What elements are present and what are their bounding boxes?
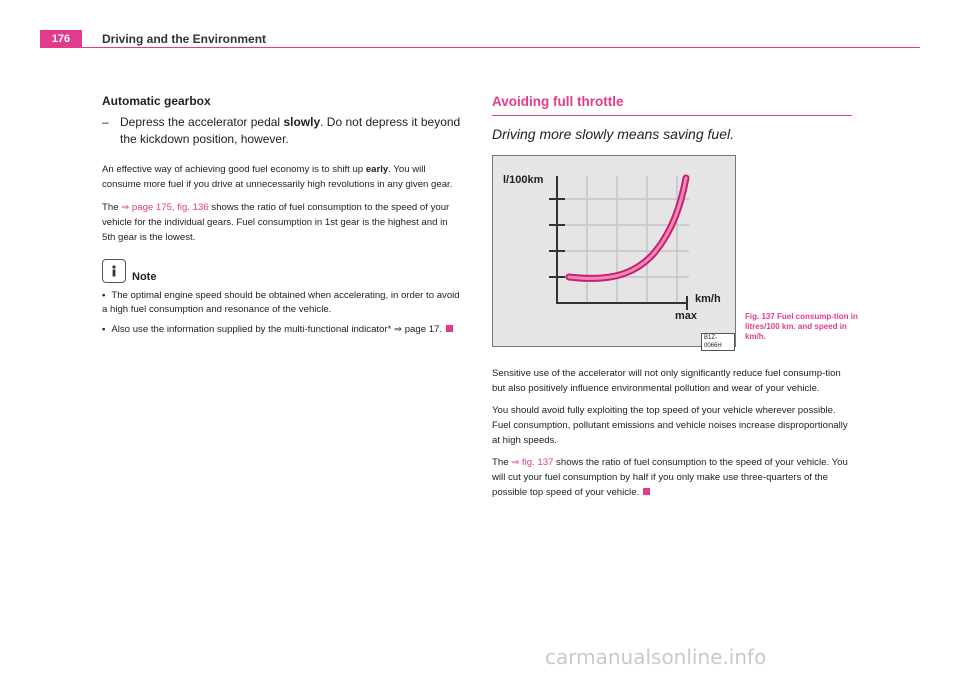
section-end-mark — [446, 325, 453, 332]
top-speed-paragraph: You should avoid fully exploiting the top speed of your vehicle wherever possible. Fuel consumption, pollutant emissions and vehicle noises increase disproportionally at high speeds. — [492, 405, 848, 446]
section-rule — [492, 115, 852, 116]
instruction-step — [102, 114, 462, 148]
note-bullet — [102, 323, 462, 337]
x-axis-label: km/h — [695, 293, 721, 305]
economy-emphasis: early — [365, 164, 389, 175]
figure-code: B1Z-0066H — [701, 333, 735, 351]
right-body-text — [492, 366, 856, 507]
economy-text-end: . You will consume more fuel if you drive at unnecessarily high revolutions in any given gear. — [102, 164, 453, 190]
max-speed-label: max — [675, 310, 698, 322]
right-column — [492, 94, 854, 142]
section-title: Avoiding full throttle — [492, 94, 624, 109]
figure-caption: Fig. 137 Fuel consump-tion in litres/100 km. and speed in km/h. — [745, 312, 858, 341]
ratio-text-start: The — [102, 202, 122, 213]
bullet-icon: • — [102, 324, 106, 335]
section-end-mark — [643, 488, 650, 495]
ratio-paragraph — [102, 200, 462, 245]
step-dash: – — [102, 115, 109, 129]
step-text-end: . Do not depress it beyond the kickdown position, however. — [120, 115, 461, 146]
page-175-link[interactable]: ⇒ page 175, fig. 136 — [121, 202, 209, 213]
info-icon — [102, 259, 126, 283]
note-heading — [102, 259, 462, 283]
step-text — [120, 114, 462, 148]
note-bullet — [102, 289, 462, 317]
ratio-text-end: shows the ratio of fuel consumption to the speed of your vehicle for the individual gears. Fuel consumption in 1st gear is the highest and in 5th gear is the lowest. — [102, 202, 450, 243]
y-axis-label: l/100km — [503, 174, 544, 186]
diagram-axes — [549, 176, 687, 310]
page-number: 176 — [40, 30, 82, 48]
step-emphasis: slowly — [283, 115, 321, 129]
fig-137-link[interactable]: ⇒ fig. 137 — [511, 457, 554, 468]
header-rule — [40, 47, 920, 48]
diagram-grid — [557, 176, 689, 302]
watermark: carmanualsonline.info — [545, 645, 767, 669]
economy-paragraph — [102, 162, 462, 192]
economy-text-start: An effective way of achieving good fuel economy is to shift up — [102, 164, 366, 175]
step-text-start: Depress the accelerator pedal — [120, 115, 284, 129]
section-tagline: Driving more slowly means saving fuel. — [492, 126, 734, 142]
note-title: Note — [132, 271, 157, 283]
header-title: Driving and the Environment — [102, 32, 267, 46]
fuel-consumption-figure — [492, 155, 736, 347]
left-column — [102, 94, 462, 343]
accelerator-paragraph: Sensitive use of the accelerator will not only significantly reduce fuel consump-tion but also positively influence environmental pollution and wear of your vehicle. — [492, 368, 841, 394]
automatic-gearbox-subtitle: Automatic gearbox — [102, 94, 211, 108]
figure-reference-paragraph — [492, 455, 856, 500]
bullet-icon: • — [102, 290, 106, 301]
note-bullet-text: The optimal engine speed should be obtained when accelerating, in order to avoid a high fuel consumption and resonance of the vehicle. — [102, 290, 460, 315]
reference-text-start: The — [492, 457, 512, 468]
reference-text-end: shows the ratio of fuel consumption to the speed of your vehicle. You will cut your fuel consumption by half if you only make use three-quarters of the possible top speed of your vehicle. — [492, 457, 848, 498]
note-bullet-text: Also use the information supplied by the multi-functional indicator* ⇒ page 17. — [111, 324, 443, 335]
